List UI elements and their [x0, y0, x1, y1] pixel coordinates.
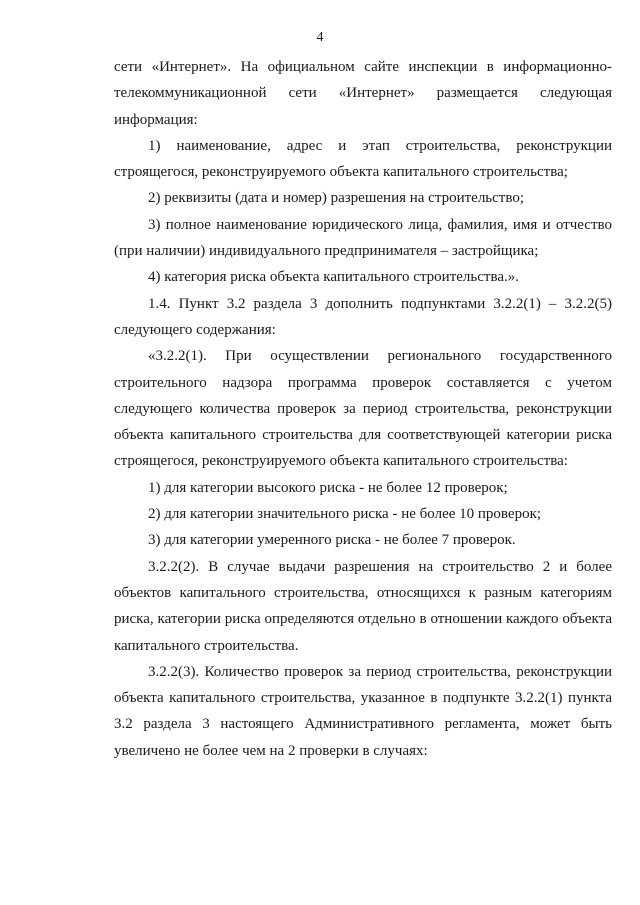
paragraph-3-2-2-2: 3.2.2(2). В случае выдачи разрешения на строительство 2 и более объектов капитального строительства, относящихся к разным категориям риска, категории риска определяются отдельно в отношении каждого объекта капитального строительства. [114, 558, 612, 654]
paragraph-3-2-2-3: 3.2.2(3). Количество проверок за период строительства, реконструкции объекта капитального строительства, указанное в подпункте 3.2.2(1) пункта 3.2 раздела 3 настоящего Административного регламента, может быть увеличено не более чем на 2 проверки в случаях: [114, 663, 612, 759]
page-number: 4 [316, 30, 324, 45]
list-item-2: 2) реквизиты (дата и номер) разрешения на строительство; [148, 190, 525, 207]
risk-item-moderate: 3) для категории умеренного риска - не более 7 проверок. [148, 532, 516, 549]
risk-item-significant: 2) для категории значительного риска - не более 10 проверок; [148, 506, 542, 523]
paragraph-intro: сети «Интернет». На официальном сайте инспекции в информационно-телекоммуникационной сети «Интернет» размещается следующая информация: [114, 59, 612, 128]
list-item-3: 3) полное наименование юридического лица, фамилия, имя и отчество (при наличии) индивидуального предпринимателя – застройщика; [114, 216, 612, 260]
document-body [114, 54, 612, 764]
risk-item-high: 1) для категории высокого риска - не более 12 проверок; [148, 479, 508, 496]
paragraph-amendment: 1.4. Пункт 3.2 раздела 3 дополнить подпунктами 3.2.2(1) – 3.2.2(5) следующего содержания: [114, 295, 612, 338]
list-item-4: 4) категория риска объекта капитального строительства.». [148, 269, 520, 286]
list-item-1: 1) наименование, адрес и этап строительства, реконструкции строящегося, реконструируемого объекта капитального строительства; [114, 137, 612, 181]
paragraph-3-2-2-1: «3.2.2(1). При осуществлении регионального государственного строительного надзора программа проверок составляется с учетом следующего количества проверок за период строительства, реконструкции объекта капитального строительства для соответствующей категории риска строящегося, реконструируемого объекта капитального строительства: [114, 348, 612, 470]
